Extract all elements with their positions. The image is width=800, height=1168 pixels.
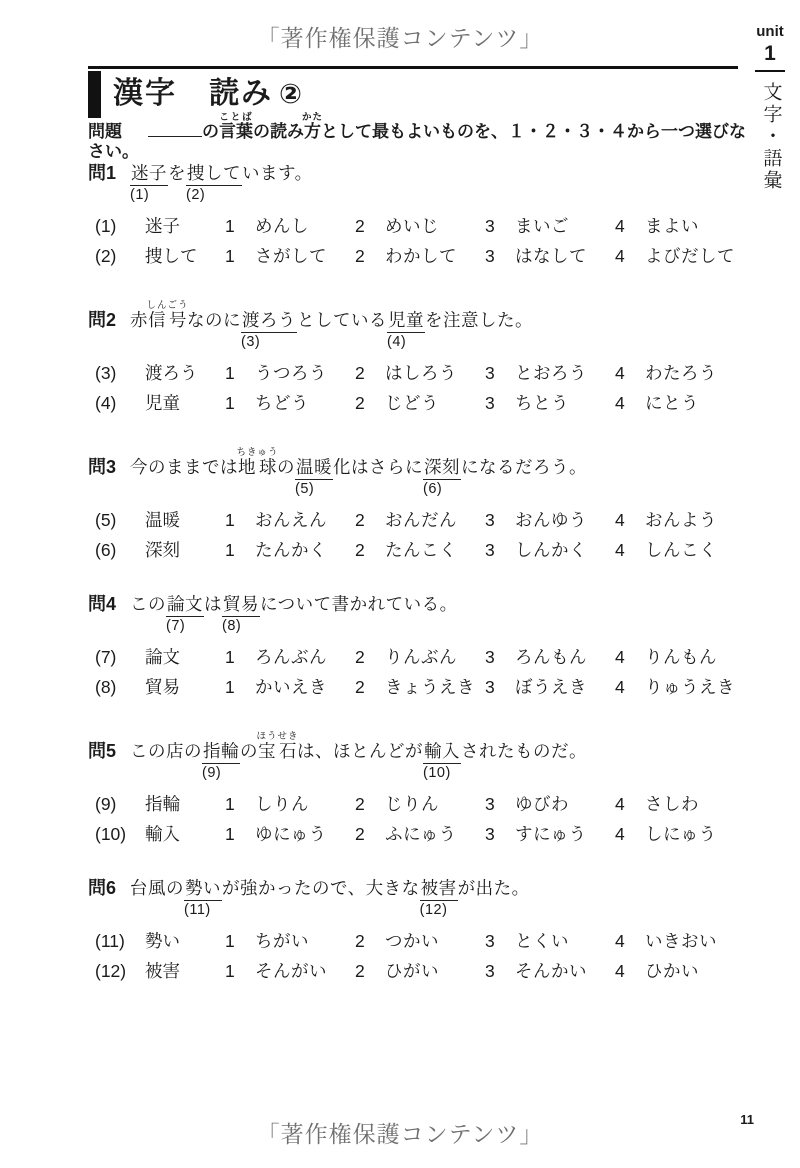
item-word: 輸入 xyxy=(145,824,180,844)
option-reading: まよい xyxy=(645,216,699,236)
furigana-word: 地球ちきゅう xyxy=(236,447,279,477)
option-reading: とくい xyxy=(515,931,569,951)
option-reading: じどう xyxy=(385,393,439,413)
answer-row xyxy=(95,243,758,273)
option-reading: ちがい xyxy=(255,931,309,951)
sentence-text: 輸入 xyxy=(424,741,461,761)
sentence-text: この店の xyxy=(130,741,202,761)
sentence-text: います。 xyxy=(242,163,313,183)
option-number: 2 xyxy=(355,510,365,530)
option-number: 3 xyxy=(485,961,495,981)
item-number: (1) xyxy=(95,216,117,236)
option-number: 3 xyxy=(485,246,495,266)
sentence-text: 児童 xyxy=(388,310,425,330)
item-number: (8) xyxy=(95,677,117,697)
option-number: 3 xyxy=(485,794,495,814)
option-number: 2 xyxy=(355,824,365,844)
question-block xyxy=(88,594,758,704)
underline-number: (9) xyxy=(202,765,222,781)
option-reading: めいじ xyxy=(385,216,439,236)
instruction-line xyxy=(88,112,753,163)
page-number: 11 xyxy=(740,1112,754,1127)
answer-option xyxy=(615,644,717,669)
option-number: 3 xyxy=(485,510,495,530)
sentence-text: この xyxy=(130,594,166,614)
answer-row xyxy=(95,213,758,243)
answer-option xyxy=(615,821,717,846)
item-word: 勢い xyxy=(145,931,180,951)
option-reading: じりん xyxy=(385,794,439,814)
answer-option xyxy=(225,360,355,385)
underlined-word xyxy=(423,457,461,497)
underline-number: (11) xyxy=(184,902,211,918)
sentence-text: 今のままでは xyxy=(130,457,238,477)
answer-option xyxy=(615,390,699,415)
option-reading: わたろう xyxy=(645,363,717,383)
sentence-text: 貿易 xyxy=(223,594,259,614)
sentence-text: の読み xyxy=(253,122,304,141)
answer-option xyxy=(485,213,615,238)
answer-option xyxy=(615,507,717,532)
option-number: 2 xyxy=(355,961,365,981)
option-reading: ゆにゅう xyxy=(255,824,327,844)
instruction-label: 問題 xyxy=(88,122,122,141)
answer-option xyxy=(485,507,615,532)
answer-rows xyxy=(88,213,758,273)
underlined-word xyxy=(202,741,240,781)
option-number: 1 xyxy=(225,794,235,814)
option-number: 1 xyxy=(225,647,235,667)
option-reading: ひがい xyxy=(385,961,439,981)
answer-option xyxy=(355,537,485,562)
answer-option xyxy=(485,390,615,415)
item-number: (12) xyxy=(95,961,127,981)
sentence-text: は、ほとんどが xyxy=(297,741,424,761)
underlined-word xyxy=(130,163,168,203)
option-number: 4 xyxy=(615,961,625,981)
option-number: 1 xyxy=(225,393,235,413)
sentence-text: 温暖 xyxy=(296,457,333,477)
answer-option xyxy=(355,928,485,953)
answer-row xyxy=(95,507,758,537)
title-accent-bar xyxy=(88,71,101,118)
sentence-text: なのに xyxy=(187,310,242,330)
option-number: 3 xyxy=(485,540,495,560)
option-number: 2 xyxy=(355,647,365,667)
sentence-text: は xyxy=(204,594,222,614)
answer-row xyxy=(95,537,758,567)
item-word: 論文 xyxy=(145,647,180,667)
answer-option xyxy=(485,243,615,268)
option-number: 2 xyxy=(355,393,365,413)
question-number: 問1 xyxy=(88,163,117,183)
unit-divider xyxy=(755,70,785,72)
sentence-text: 被害 xyxy=(420,878,457,898)
sentence-text: の xyxy=(240,741,258,761)
answer-option xyxy=(615,928,717,953)
sentence-text: の xyxy=(277,457,296,477)
unit-section-title: 文字・語彙 xyxy=(760,81,782,192)
option-number: 4 xyxy=(615,540,625,560)
option-reading: たんかく xyxy=(255,540,327,560)
option-number: 2 xyxy=(355,931,365,951)
answer-option xyxy=(485,537,615,562)
option-reading: つかい xyxy=(385,931,439,951)
option-reading: ふにゅう xyxy=(385,824,457,844)
option-reading: にとう xyxy=(645,393,699,413)
option-reading: りんもん xyxy=(645,647,717,667)
underline-number: (2) xyxy=(186,187,206,203)
item-word: 児童 xyxy=(145,393,180,413)
option-reading: そんかい xyxy=(515,961,587,981)
item-word: 渡ろう xyxy=(145,363,198,383)
item-word: 貿易 xyxy=(145,677,180,697)
answer-option xyxy=(355,360,485,385)
item-word: 指輪 xyxy=(145,794,180,814)
underlined-word xyxy=(166,594,204,634)
underlined-word xyxy=(186,163,242,203)
option-number: 3 xyxy=(485,931,495,951)
question-number: 問2 xyxy=(88,310,117,330)
option-reading: きょうえき xyxy=(385,677,475,697)
option-reading: しりん xyxy=(255,794,309,814)
answer-option xyxy=(355,958,485,983)
underline-number: (4) xyxy=(387,334,407,350)
answer-option xyxy=(225,537,355,562)
option-reading: おんゆう xyxy=(515,510,587,530)
option-reading: ろんぶん xyxy=(255,647,327,667)
sentence-text: 深刻 xyxy=(424,457,461,477)
sentence-text: 指輪 xyxy=(203,741,239,761)
question-number: 問3 xyxy=(88,457,117,477)
option-reading: まいご xyxy=(515,216,569,236)
option-number: 4 xyxy=(615,393,625,413)
answer-option xyxy=(355,791,485,816)
answer-row xyxy=(95,821,758,851)
sentence-text: 論文 xyxy=(167,594,203,614)
option-reading: さしわ xyxy=(645,794,699,814)
watermark-top: 「著作権保護コンテンツ」 xyxy=(256,25,544,51)
answer-option xyxy=(485,644,615,669)
sentence-text: 勢い xyxy=(185,878,221,898)
option-reading: うつろう xyxy=(255,363,327,383)
question-sentence xyxy=(130,878,530,918)
title-block xyxy=(88,66,738,118)
option-reading: ひかい xyxy=(645,961,699,981)
answer-option xyxy=(615,360,717,385)
answer-option xyxy=(355,674,485,699)
question-block xyxy=(88,447,758,567)
question-sentence xyxy=(130,300,534,350)
page-title: 漢字 読み xyxy=(113,77,273,110)
option-reading: おんえん xyxy=(255,510,327,530)
unit-number: 1 xyxy=(764,41,776,65)
answer-option xyxy=(355,213,485,238)
answer-option xyxy=(225,507,355,532)
option-reading: しにゅう xyxy=(645,824,717,844)
question-sentence xyxy=(130,163,313,203)
answer-row xyxy=(95,791,758,821)
option-number: 4 xyxy=(615,931,625,951)
answer-option xyxy=(225,644,355,669)
underline-number: (5) xyxy=(295,481,315,497)
answer-option xyxy=(485,928,615,953)
item-word: 捜して xyxy=(145,246,198,266)
option-number: 4 xyxy=(615,647,625,667)
option-number: 4 xyxy=(615,510,625,530)
option-reading: ちどう xyxy=(255,393,309,413)
unit-label: unit xyxy=(756,23,784,40)
sentence-text: が強かったので、大きな xyxy=(222,878,420,898)
sentence-text: 迷子 xyxy=(131,163,167,183)
sentence-text: について書かれている。 xyxy=(260,594,458,614)
option-number: 4 xyxy=(615,363,625,383)
option-number: 1 xyxy=(225,540,235,560)
watermark-bottom: 「著作権保護コンテンツ」 xyxy=(256,1121,544,1147)
option-number: 2 xyxy=(355,540,365,560)
sentence-text: 渡ろう xyxy=(242,310,297,330)
option-number: 3 xyxy=(485,677,495,697)
answer-option xyxy=(225,791,355,816)
question-block xyxy=(88,300,758,420)
underlined-word xyxy=(295,457,333,497)
answer-option xyxy=(485,360,615,385)
underlined-word xyxy=(387,310,425,350)
underline-number: (12) xyxy=(419,902,448,918)
answer-option xyxy=(615,791,699,816)
option-number: 3 xyxy=(485,216,495,236)
answer-rows xyxy=(88,360,758,420)
sentence-text: を注意した。 xyxy=(425,310,534,330)
option-reading: そんがい xyxy=(255,961,327,981)
option-reading: とおろう xyxy=(515,363,587,383)
option-reading: はしろう xyxy=(385,363,457,383)
underlined-word xyxy=(222,594,260,634)
item-number: (11) xyxy=(95,931,125,951)
answer-option xyxy=(225,213,355,238)
answer-row xyxy=(95,360,758,390)
item-number: (6) xyxy=(95,540,117,560)
option-reading: はなして xyxy=(515,246,587,266)
option-number: 1 xyxy=(225,510,235,530)
underline-number: (1) xyxy=(130,187,150,203)
option-reading: よびだして xyxy=(645,246,735,266)
question-block xyxy=(88,163,758,273)
option-number: 4 xyxy=(615,794,625,814)
underline-number: (7) xyxy=(166,618,186,634)
item-word: 深刻 xyxy=(145,540,180,560)
option-number: 4 xyxy=(615,246,625,266)
item-number: (5) xyxy=(95,510,117,530)
answer-option xyxy=(485,821,615,846)
sentence-text: として最もよいものを、１・２・３・４から一つ選びなさい。 xyxy=(88,122,746,162)
sentence-text: が出た。 xyxy=(457,878,530,898)
option-number: 3 xyxy=(485,363,495,383)
option-number: 4 xyxy=(615,677,625,697)
answer-row xyxy=(95,674,758,704)
furigana-word: 方かた xyxy=(302,112,324,141)
option-number: 1 xyxy=(225,216,235,236)
question-sentence xyxy=(130,731,588,781)
answer-option xyxy=(485,791,615,816)
option-number: 1 xyxy=(225,363,235,383)
answer-option xyxy=(615,537,717,562)
option-number: 2 xyxy=(355,677,365,697)
option-reading: ゆびわ xyxy=(515,794,569,814)
underline-number: (6) xyxy=(423,481,443,497)
sentence-text: 化はさらに xyxy=(333,457,424,477)
question-sentence xyxy=(130,447,588,497)
item-number: (7) xyxy=(95,647,117,667)
furigana-word: 言葉ことば xyxy=(219,112,253,141)
option-number: 1 xyxy=(225,246,235,266)
answer-rows xyxy=(88,791,758,851)
option-number: 2 xyxy=(355,246,365,266)
sentence-text: としている xyxy=(297,310,388,330)
option-number: 2 xyxy=(355,363,365,383)
item-word: 迷子 xyxy=(145,216,180,236)
option-number: 1 xyxy=(225,931,235,951)
option-reading: すにゅう xyxy=(515,824,587,844)
underline-number: (10) xyxy=(423,765,451,781)
sentence-text: の xyxy=(202,122,219,141)
item-number: (4) xyxy=(95,393,117,413)
option-number: 4 xyxy=(615,216,625,236)
option-reading: めんし xyxy=(255,216,309,236)
answer-option xyxy=(615,958,699,983)
question-number: 問6 xyxy=(88,878,117,898)
option-reading: りゅうえき xyxy=(645,677,735,697)
answer-option xyxy=(485,674,615,699)
question-block xyxy=(88,878,758,988)
option-reading: ろんもん xyxy=(515,647,587,667)
answer-rows xyxy=(88,644,758,704)
sentence-text: 赤 xyxy=(130,310,148,330)
option-reading: わかして xyxy=(385,246,457,266)
option-reading: いきおい xyxy=(645,931,717,951)
item-number: (9) xyxy=(95,794,117,814)
furigana-word: 信号しんごう xyxy=(146,300,189,330)
answer-option xyxy=(225,958,355,983)
question-sentence xyxy=(130,594,458,634)
underline-number: (8) xyxy=(222,618,242,634)
blank-underline xyxy=(148,118,202,137)
answer-option xyxy=(615,243,735,268)
underlined-word xyxy=(423,741,461,781)
question-block xyxy=(88,731,758,851)
underlined-word xyxy=(184,878,222,918)
answer-row xyxy=(95,644,758,674)
answer-option xyxy=(225,928,355,953)
option-number: 3 xyxy=(485,824,495,844)
sentence-text: 台風の xyxy=(130,878,184,898)
option-reading: ちとう xyxy=(515,393,569,413)
option-number: 1 xyxy=(225,961,235,981)
answer-option xyxy=(615,674,735,699)
furigana-word: 宝石ほうせき xyxy=(256,731,299,761)
answer-row xyxy=(95,390,758,420)
item-word: 被害 xyxy=(145,961,180,981)
option-reading: さがして xyxy=(255,246,327,266)
underlined-word xyxy=(241,310,297,350)
sentence-text: されたものだ。 xyxy=(461,741,588,761)
question-number: 問5 xyxy=(88,741,117,761)
option-reading: しんこく xyxy=(645,540,717,560)
underlined-word xyxy=(419,878,458,918)
answer-option xyxy=(355,390,485,415)
item-number: (3) xyxy=(95,363,117,383)
option-number: 2 xyxy=(355,794,365,814)
answer-row xyxy=(95,958,758,988)
option-number: 3 xyxy=(485,393,495,413)
option-reading: おんよう xyxy=(645,510,717,530)
sentence-text: 捜して xyxy=(187,163,241,183)
sentence-text: を xyxy=(168,163,186,183)
answer-option xyxy=(225,674,355,699)
title-circled-number: ② xyxy=(279,79,302,109)
answer-option xyxy=(615,213,699,238)
answer-option xyxy=(225,243,355,268)
sentence-text: になるだろう。 xyxy=(461,457,588,477)
answer-option xyxy=(355,243,485,268)
option-reading: ぼうえき xyxy=(515,677,587,697)
option-reading: たんこく xyxy=(385,540,457,560)
instruction-text xyxy=(88,112,746,162)
option-number: 1 xyxy=(225,824,235,844)
answer-rows xyxy=(88,928,758,988)
answer-rows xyxy=(88,507,758,567)
answer-option xyxy=(355,644,485,669)
option-reading: りんぶん xyxy=(385,647,457,667)
option-number: 1 xyxy=(225,677,235,697)
option-number: 2 xyxy=(355,216,365,236)
item-word: 温暖 xyxy=(145,510,180,530)
answer-option xyxy=(225,390,355,415)
option-number: 4 xyxy=(615,824,625,844)
answer-option xyxy=(485,958,615,983)
answer-row xyxy=(95,928,758,958)
option-reading: おんだん xyxy=(385,510,457,530)
question-number: 問4 xyxy=(88,594,117,614)
option-reading: しんかく xyxy=(515,540,587,560)
option-reading: かいえき xyxy=(255,677,327,697)
answer-option xyxy=(355,507,485,532)
option-number: 3 xyxy=(485,647,495,667)
underline-number: (3) xyxy=(241,334,261,350)
item-number: (10) xyxy=(95,824,127,844)
answer-option xyxy=(355,821,485,846)
questions-area xyxy=(88,163,758,1015)
item-number: (2) xyxy=(95,246,117,266)
answer-option xyxy=(225,821,355,846)
